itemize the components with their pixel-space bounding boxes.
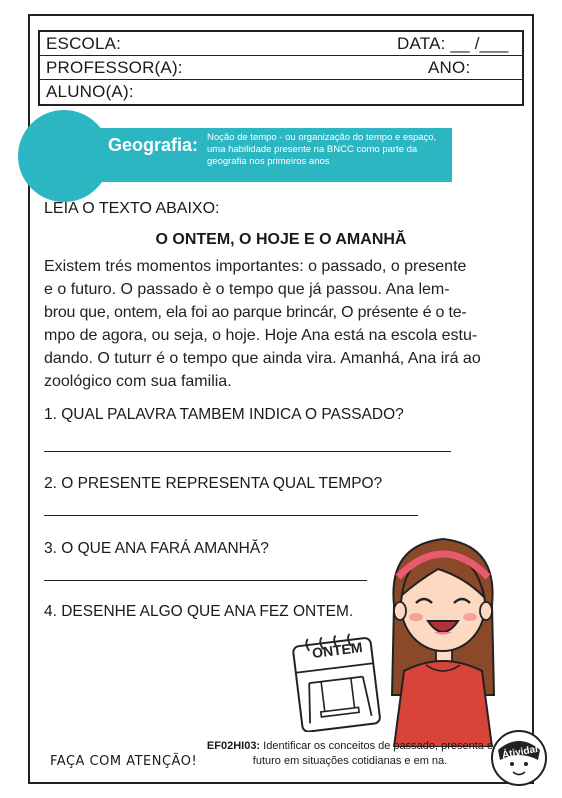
text-line: mpo de agora, ou seja, o hoje. Hoje Ana está na escola estu-: [44, 327, 478, 344]
instruction: LEIA O TEXTO ABAIXO:: [44, 200, 220, 217]
question-2: 2. O PRESENTE REPRESENTA QUAL TEMPO?: [44, 475, 383, 492]
footer-attention: FAÇA COM ATENÇÃO!: [50, 754, 198, 769]
question-3: 3. O QUE ANA FARÁ AMANHĂ?: [44, 540, 269, 557]
skill-code: EF02HI03:: [206, 740, 261, 752]
escola-label: ESCOLA:: [46, 34, 122, 53]
text-title: O ONTEM, O HOJE E O AMANHĂ: [155, 231, 407, 248]
banner-circle: [18, 110, 110, 202]
banner-description: Noção de tempo - ou organização do tempo e espaço, uma habilidade presente na BNCC como parte da geografia nos primeiros anos: [207, 132, 437, 167]
ano-label: ANO:: [428, 58, 471, 77]
professor-label: PROFESSOR(A):: [46, 58, 183, 77]
text-line: dando. O tuturr é o tempo que ainda vira. Amanhá, Ana irá ao: [44, 350, 481, 367]
footer-skill: [205, 739, 495, 769]
text-line: Existem trés momentos importantes: o passado, o presente: [44, 258, 467, 275]
text-line: e o futuro. O passado è o tempo que já passou. Ana lem-: [44, 281, 450, 298]
question-1: 1. QUAL PALAVRA TAMBEM INDICA O PASSADO?: [44, 406, 404, 423]
answer-line-2[interactable]: [44, 515, 418, 516]
answer-line-1[interactable]: [44, 451, 451, 452]
answer-line-3[interactable]: [44, 580, 367, 581]
logo-text: Átividai: [501, 743, 539, 762]
skill-description: Identificar os conceitos de passado, presenta e futuro em situações cotidianas e em na.: [252, 740, 494, 767]
question-4: 4. DESENHE ALGO QUE ANA FEZ ONTEM.: [44, 603, 354, 620]
data-label: DATA: __ /___: [397, 34, 509, 53]
header-row-escola: [40, 32, 522, 56]
aluno-label: ALUNO(A):: [46, 82, 134, 101]
banner-subject: Geografia:: [108, 135, 199, 155]
text-line: zoológico com sua familia.: [44, 373, 232, 390]
text-line: brou que, ontem, ela foi ao parque brincár, O présente é o te-: [44, 304, 467, 321]
calendar-label: ONTEM: [311, 638, 364, 662]
header-row-aluno: [40, 80, 522, 104]
header-row-professor: [40, 56, 522, 80]
header-table: [38, 30, 524, 106]
girl-illustration: [378, 525, 508, 747]
